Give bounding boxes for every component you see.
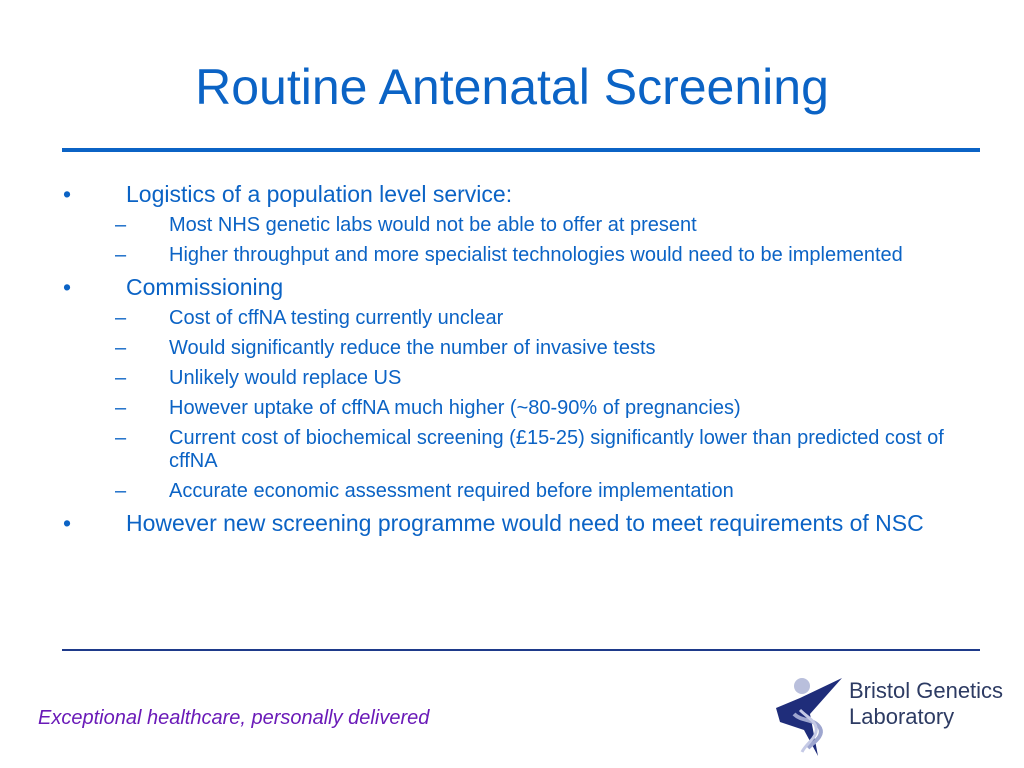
lab-logo xyxy=(770,670,1020,765)
dash-marker: – xyxy=(115,337,127,359)
logo-line-1: Bristol Genetics xyxy=(849,678,1004,703)
bullet-marker: • xyxy=(63,181,72,207)
sub-bullet-item xyxy=(58,337,978,360)
footer-divider xyxy=(62,649,980,651)
sub-bullet-item xyxy=(58,480,978,503)
sub-bullet-text: Current cost of biochemical screening (£15-25) significantly lower than predicted cost of cffNA xyxy=(169,427,944,472)
bullet-marker: • xyxy=(63,510,72,536)
sub-bullet-text: Would significantly reduce the number of invasive tests xyxy=(169,337,656,359)
bullet-text: However new screening programme would need to meet requirements of NSC xyxy=(126,510,924,536)
sub-bullet-text: Accurate economic assessment required before implementation xyxy=(169,480,734,502)
sub-bullet-text: Most NHS genetic labs would not be able to offer at present xyxy=(169,214,697,236)
logo-text xyxy=(849,678,1003,730)
sub-bullet-text: Cost of cffNA testing currently unclear xyxy=(169,307,504,329)
logo-line-2: Laboratory xyxy=(849,704,955,729)
bullet-item xyxy=(58,510,978,537)
dash-marker: – xyxy=(115,244,127,266)
sub-bullet-text: However uptake of cffNA much higher (~80-90% of pregnancies) xyxy=(169,397,741,419)
dash-marker: – xyxy=(115,307,127,329)
slide-title: Routine Antenatal Screening xyxy=(195,59,829,115)
bullet-marker: • xyxy=(63,274,72,300)
footer-tagline: Exceptional healthcare, personally delivered xyxy=(38,707,430,729)
bullet-list xyxy=(58,181,978,543)
dash-marker: – xyxy=(115,427,127,449)
bullet-text: Logistics of a population level service: xyxy=(126,181,513,207)
bullet-text: Commissioning xyxy=(126,274,284,300)
dash-marker: – xyxy=(115,214,127,236)
sub-bullet-item xyxy=(58,427,978,473)
bullet-item xyxy=(58,274,978,301)
sub-bullet-text: Higher throughput and more specialist technologies would need to be implemented xyxy=(169,244,903,266)
sub-bullet-text: Unlikely would replace US xyxy=(169,367,402,389)
sub-bullet-item xyxy=(58,307,978,330)
dash-marker: – xyxy=(115,397,127,419)
sub-bullet-item xyxy=(58,244,978,267)
sub-bullet-item xyxy=(58,214,978,237)
dash-marker: – xyxy=(115,480,127,502)
title-divider xyxy=(62,148,980,152)
figure-with-dna-helix-icon xyxy=(770,670,850,765)
dash-marker: – xyxy=(115,367,127,389)
sub-bullet-item xyxy=(58,397,978,420)
sub-bullet-item xyxy=(58,367,978,390)
bullet-item xyxy=(58,181,978,208)
